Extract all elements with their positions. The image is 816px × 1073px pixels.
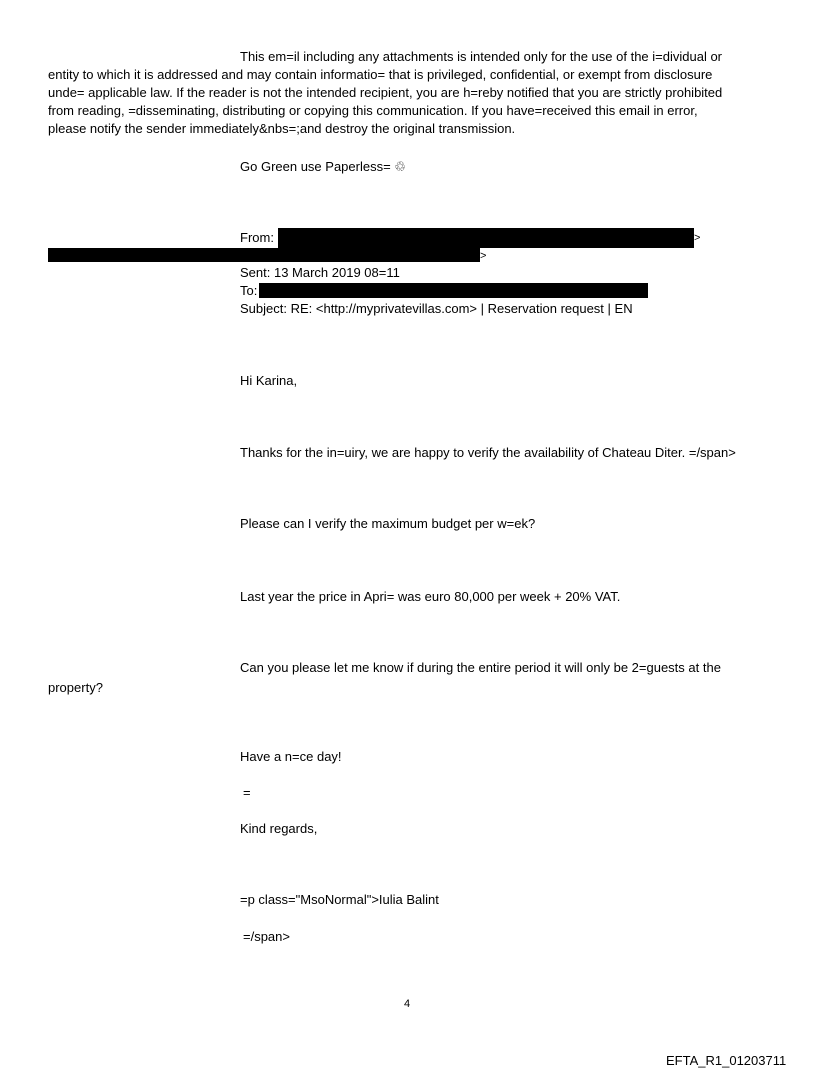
disclaimer-line: please notify the sender immediately&nbs=;and destroy the original transmission. — [48, 121, 516, 136]
redaction-box — [48, 248, 480, 262]
body-paragraph: Thanks for the in=uiry, we are happy to verify the availability of Chateau Diter. =/span> — [240, 445, 736, 460]
redaction-box — [278, 228, 694, 248]
body-paragraph: = — [243, 785, 251, 800]
greeting: Hi Karina, — [240, 373, 298, 388]
body-paragraph: Please can I verify the maximum budget per w=ek? — [240, 516, 536, 531]
from-label: From: — [240, 230, 274, 245]
body-paragraph: property? — [48, 680, 103, 695]
body-paragraph: Can you please let me know if during the entire period it will only be 2=guests at the — [240, 660, 721, 675]
disclaimer-line: This em=il including any attachments is intended only for the use of the i=dividual or — [240, 49, 722, 64]
document-id: EFTA_R1_01203711 — [666, 1053, 787, 1068]
body-paragraph: Last year the price in Apri= was euro 80,000 per week + 20% VAT. — [240, 589, 621, 604]
redaction-edge-mark: > — [694, 232, 701, 244]
sent-line: Sent: 13 March 2019 08=11 — [240, 265, 400, 280]
redaction-edge-mark: > — [480, 250, 487, 262]
redaction-box — [259, 283, 648, 298]
subject-line: Subject: RE: <http://myprivatevillas.com> | Reservation request | EN — [240, 301, 633, 316]
body-paragraph: =/span> — [243, 929, 290, 944]
to-label: To: — [240, 283, 258, 298]
go-green-line: Go Green use Paperless= ♲ — [240, 159, 406, 174]
signature: =p class="MsoNormal">Iulia Balint — [240, 892, 439, 907]
closing: Kind regards, — [240, 821, 318, 836]
disclaimer-line: unde= applicable law. If the reader is not the intended recipient, you are h=reby notified that you are strictly prohibited — [48, 85, 723, 100]
disclaimer-line: entity to which it is addressed and may contain informatio= that is privileged, confidential, or exempt from disclosure — [48, 67, 713, 82]
page-number: 4 — [404, 998, 411, 1010]
body-paragraph: Have a n=ce day! — [240, 749, 342, 764]
disclaimer-line: from reading, =disseminating, distributing or copying this communication. If you have=received this email in error, — [48, 103, 698, 118]
